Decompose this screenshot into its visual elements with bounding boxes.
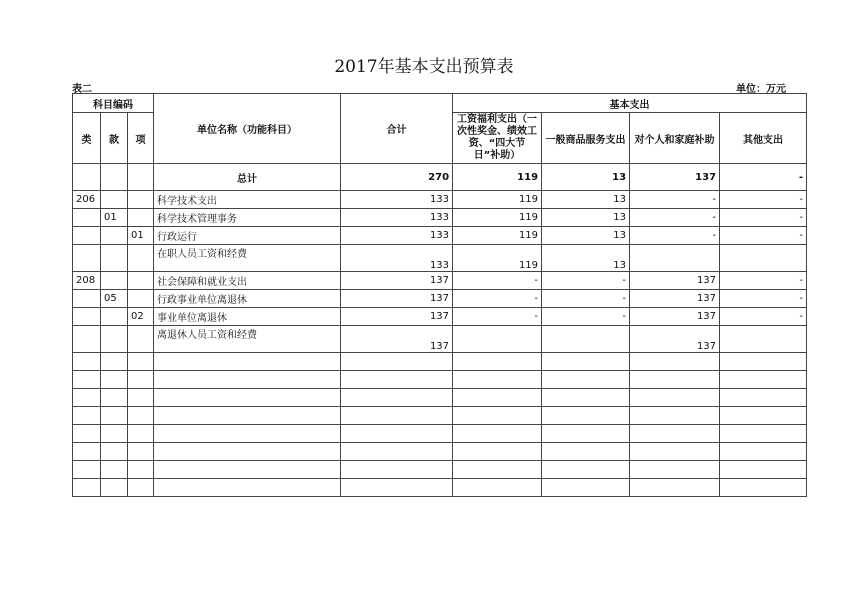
empty-row bbox=[73, 479, 807, 497]
empty-cell bbox=[630, 407, 720, 425]
individual-cell: 137 bbox=[630, 308, 720, 326]
table-cell bbox=[73, 164, 101, 191]
kuan-cell bbox=[101, 191, 128, 209]
other-cell: - bbox=[720, 191, 807, 209]
table-row bbox=[73, 308, 807, 326]
empty-row bbox=[73, 371, 807, 389]
kuan-cell bbox=[101, 308, 128, 326]
xiang-cell bbox=[128, 326, 154, 353]
total-cell: 137 bbox=[341, 272, 453, 290]
empty-cell bbox=[128, 353, 154, 371]
table-row bbox=[73, 227, 807, 245]
goods-cell: 13 bbox=[542, 209, 630, 227]
table-cell bbox=[101, 164, 128, 191]
xiang-cell bbox=[128, 209, 154, 227]
goods-cell: - bbox=[542, 290, 630, 308]
xiang-cell bbox=[128, 191, 154, 209]
name-cell: 在职人员工资和经费 bbox=[154, 245, 341, 272]
empty-cell bbox=[341, 461, 453, 479]
empty-cell bbox=[101, 461, 128, 479]
individual-cell: 137 bbox=[630, 290, 720, 308]
empty-cell bbox=[630, 389, 720, 407]
page-title: 2017年基本支出预算表 bbox=[334, 57, 514, 77]
empty-cell bbox=[453, 443, 542, 461]
empty-cell bbox=[128, 407, 154, 425]
total-individual: 137 bbox=[630, 164, 720, 191]
name-cell: 离退休人员工资和经费 bbox=[154, 326, 341, 353]
total-cell: 133 bbox=[341, 245, 453, 272]
individual-cell: 137 bbox=[630, 326, 720, 353]
goods-header: 一般商品服务支出 bbox=[542, 113, 630, 164]
total-row bbox=[73, 164, 807, 191]
unit-label: 单位：万元 bbox=[736, 84, 786, 95]
empty-cell bbox=[73, 389, 101, 407]
empty-cell bbox=[453, 461, 542, 479]
empty-row bbox=[73, 407, 807, 425]
total-goods: 13 bbox=[542, 164, 630, 191]
goods-cell: - bbox=[542, 308, 630, 326]
table-row bbox=[73, 209, 807, 227]
wages-cell: - bbox=[453, 308, 542, 326]
total-cell: 137 bbox=[341, 308, 453, 326]
other-cell: - bbox=[720, 290, 807, 308]
empty-cell bbox=[542, 425, 630, 443]
lei-cell bbox=[73, 227, 101, 245]
total-label: 总计 bbox=[154, 164, 341, 191]
total-cell: 133 bbox=[341, 227, 453, 245]
individual-header: 对个人和家庭补助 bbox=[630, 113, 720, 164]
individual-cell bbox=[630, 245, 720, 272]
name-cell: 事业单位离退休 bbox=[154, 308, 341, 326]
empty-cell bbox=[73, 479, 101, 497]
empty-row bbox=[73, 461, 807, 479]
empty-cell bbox=[341, 371, 453, 389]
empty-cell bbox=[101, 353, 128, 371]
other-cell: - bbox=[720, 227, 807, 245]
empty-cell bbox=[453, 407, 542, 425]
lei-cell bbox=[73, 326, 101, 353]
empty-cell bbox=[154, 371, 341, 389]
empty-cell bbox=[73, 443, 101, 461]
empty-cell bbox=[630, 353, 720, 371]
xiang-header: 项 bbox=[128, 113, 154, 164]
empty-cell bbox=[341, 353, 453, 371]
empty-cell bbox=[542, 353, 630, 371]
table-row bbox=[73, 272, 807, 290]
table-row bbox=[73, 191, 807, 209]
individual-cell: - bbox=[630, 209, 720, 227]
total-other: - bbox=[720, 164, 807, 191]
individual-cell: - bbox=[630, 227, 720, 245]
empty-cell bbox=[720, 479, 807, 497]
lei-cell: 208 bbox=[73, 272, 101, 290]
empty-cell bbox=[542, 389, 630, 407]
empty-cell bbox=[720, 443, 807, 461]
wages-cell: 119 bbox=[453, 191, 542, 209]
goods-cell: - bbox=[542, 272, 630, 290]
empty-cell bbox=[154, 389, 341, 407]
other-cell bbox=[720, 326, 807, 353]
empty-cell bbox=[73, 425, 101, 443]
kuan-cell: 05 bbox=[101, 290, 128, 308]
table-row bbox=[73, 245, 807, 272]
lei-cell bbox=[73, 209, 101, 227]
kuan-cell: 01 bbox=[101, 209, 128, 227]
wages-cell: - bbox=[453, 290, 542, 308]
total-cell: 133 bbox=[341, 191, 453, 209]
kuan-cell bbox=[101, 272, 128, 290]
empty-cell bbox=[453, 425, 542, 443]
empty-cell bbox=[630, 443, 720, 461]
empty-row bbox=[73, 425, 807, 443]
empty-cell bbox=[128, 371, 154, 389]
empty-cell bbox=[630, 371, 720, 389]
empty-cell bbox=[542, 461, 630, 479]
wages-cell: 119 bbox=[453, 245, 542, 272]
empty-cell bbox=[341, 443, 453, 461]
other-cell: - bbox=[720, 272, 807, 290]
empty-cell bbox=[128, 479, 154, 497]
lei-cell bbox=[73, 290, 101, 308]
table-row bbox=[73, 290, 807, 308]
empty-cell bbox=[542, 407, 630, 425]
empty-cell bbox=[128, 425, 154, 443]
other-cell: - bbox=[720, 308, 807, 326]
total-header: 合计 bbox=[341, 94, 453, 164]
empty-cell bbox=[720, 461, 807, 479]
total-wages: 119 bbox=[453, 164, 542, 191]
empty-cell bbox=[720, 407, 807, 425]
kuan-header: 款 bbox=[101, 113, 128, 164]
code-group-header: 科目编码 bbox=[73, 94, 154, 113]
empty-cell bbox=[128, 461, 154, 479]
basic-group-header: 基本支出 bbox=[453, 94, 807, 113]
kuan-cell bbox=[101, 245, 128, 272]
empty-cell bbox=[128, 389, 154, 407]
lei-cell bbox=[73, 245, 101, 272]
goods-cell: 13 bbox=[542, 191, 630, 209]
empty-cell bbox=[720, 389, 807, 407]
empty-cell bbox=[154, 353, 341, 371]
empty-cell bbox=[154, 425, 341, 443]
unit-name-header: 单位名称（功能科目） bbox=[154, 94, 341, 164]
wages-cell: - bbox=[453, 272, 542, 290]
empty-cell bbox=[154, 443, 341, 461]
empty-cell bbox=[154, 407, 341, 425]
lei-header: 类 bbox=[73, 113, 101, 164]
lei-cell: 206 bbox=[73, 191, 101, 209]
table-row bbox=[73, 326, 807, 353]
budget-table bbox=[72, 93, 807, 497]
empty-cell bbox=[101, 425, 128, 443]
total-cell: 137 bbox=[341, 326, 453, 353]
empty-cell bbox=[453, 353, 542, 371]
empty-cell bbox=[154, 479, 341, 497]
wages-cell: 119 bbox=[453, 227, 542, 245]
empty-cell bbox=[73, 407, 101, 425]
xiang-cell: 02 bbox=[128, 308, 154, 326]
goods-cell bbox=[542, 326, 630, 353]
name-cell: 行政运行 bbox=[154, 227, 341, 245]
xiang-cell bbox=[128, 272, 154, 290]
empty-cell bbox=[720, 371, 807, 389]
empty-cell bbox=[341, 425, 453, 443]
wages-header: 工资福利支出（一次性奖金、绩效工资、“四大节日”补助） bbox=[453, 113, 542, 164]
goods-cell: 13 bbox=[542, 227, 630, 245]
empty-cell bbox=[630, 425, 720, 443]
name-cell: 科学技术管理事务 bbox=[154, 209, 341, 227]
kuan-cell bbox=[101, 227, 128, 245]
xiang-cell: 01 bbox=[128, 227, 154, 245]
total-cell: 137 bbox=[341, 290, 453, 308]
name-cell: 科学技术支出 bbox=[154, 191, 341, 209]
empty-row bbox=[73, 443, 807, 461]
empty-cell bbox=[73, 353, 101, 371]
other-header: 其他支出 bbox=[720, 113, 807, 164]
sheet-label: 表二 bbox=[72, 84, 92, 95]
empty-cell bbox=[720, 425, 807, 443]
empty-cell bbox=[341, 389, 453, 407]
empty-cell bbox=[720, 353, 807, 371]
empty-cell bbox=[542, 371, 630, 389]
empty-cell bbox=[101, 407, 128, 425]
kuan-cell bbox=[101, 326, 128, 353]
name-cell: 社会保障和就业支出 bbox=[154, 272, 341, 290]
empty-cell bbox=[73, 461, 101, 479]
empty-row bbox=[73, 389, 807, 407]
empty-cell bbox=[630, 479, 720, 497]
empty-cell bbox=[101, 443, 128, 461]
empty-cell bbox=[101, 479, 128, 497]
goods-cell: 13 bbox=[542, 245, 630, 272]
empty-cell bbox=[101, 389, 128, 407]
empty-cell bbox=[453, 389, 542, 407]
table-cell bbox=[128, 164, 154, 191]
empty-cell bbox=[542, 479, 630, 497]
empty-cell bbox=[453, 371, 542, 389]
empty-cell bbox=[73, 371, 101, 389]
empty-cell bbox=[128, 443, 154, 461]
empty-cell bbox=[453, 479, 542, 497]
wages-cell bbox=[453, 326, 542, 353]
empty-row bbox=[73, 353, 807, 371]
name-cell: 行政事业单位离退休 bbox=[154, 290, 341, 308]
total-cell: 133 bbox=[341, 209, 453, 227]
empty-cell bbox=[341, 407, 453, 425]
other-cell: - bbox=[720, 209, 807, 227]
empty-cell bbox=[341, 479, 453, 497]
header-row bbox=[73, 94, 807, 113]
empty-cell bbox=[630, 461, 720, 479]
individual-cell: 137 bbox=[630, 272, 720, 290]
lei-cell bbox=[73, 308, 101, 326]
individual-cell: - bbox=[630, 191, 720, 209]
other-cell bbox=[720, 245, 807, 272]
total-sum: 270 bbox=[341, 164, 453, 191]
xiang-cell bbox=[128, 245, 154, 272]
empty-cell bbox=[542, 443, 630, 461]
empty-cell bbox=[101, 371, 128, 389]
empty-cell bbox=[154, 461, 341, 479]
xiang-cell bbox=[128, 290, 154, 308]
wages-cell: 119 bbox=[453, 209, 542, 227]
